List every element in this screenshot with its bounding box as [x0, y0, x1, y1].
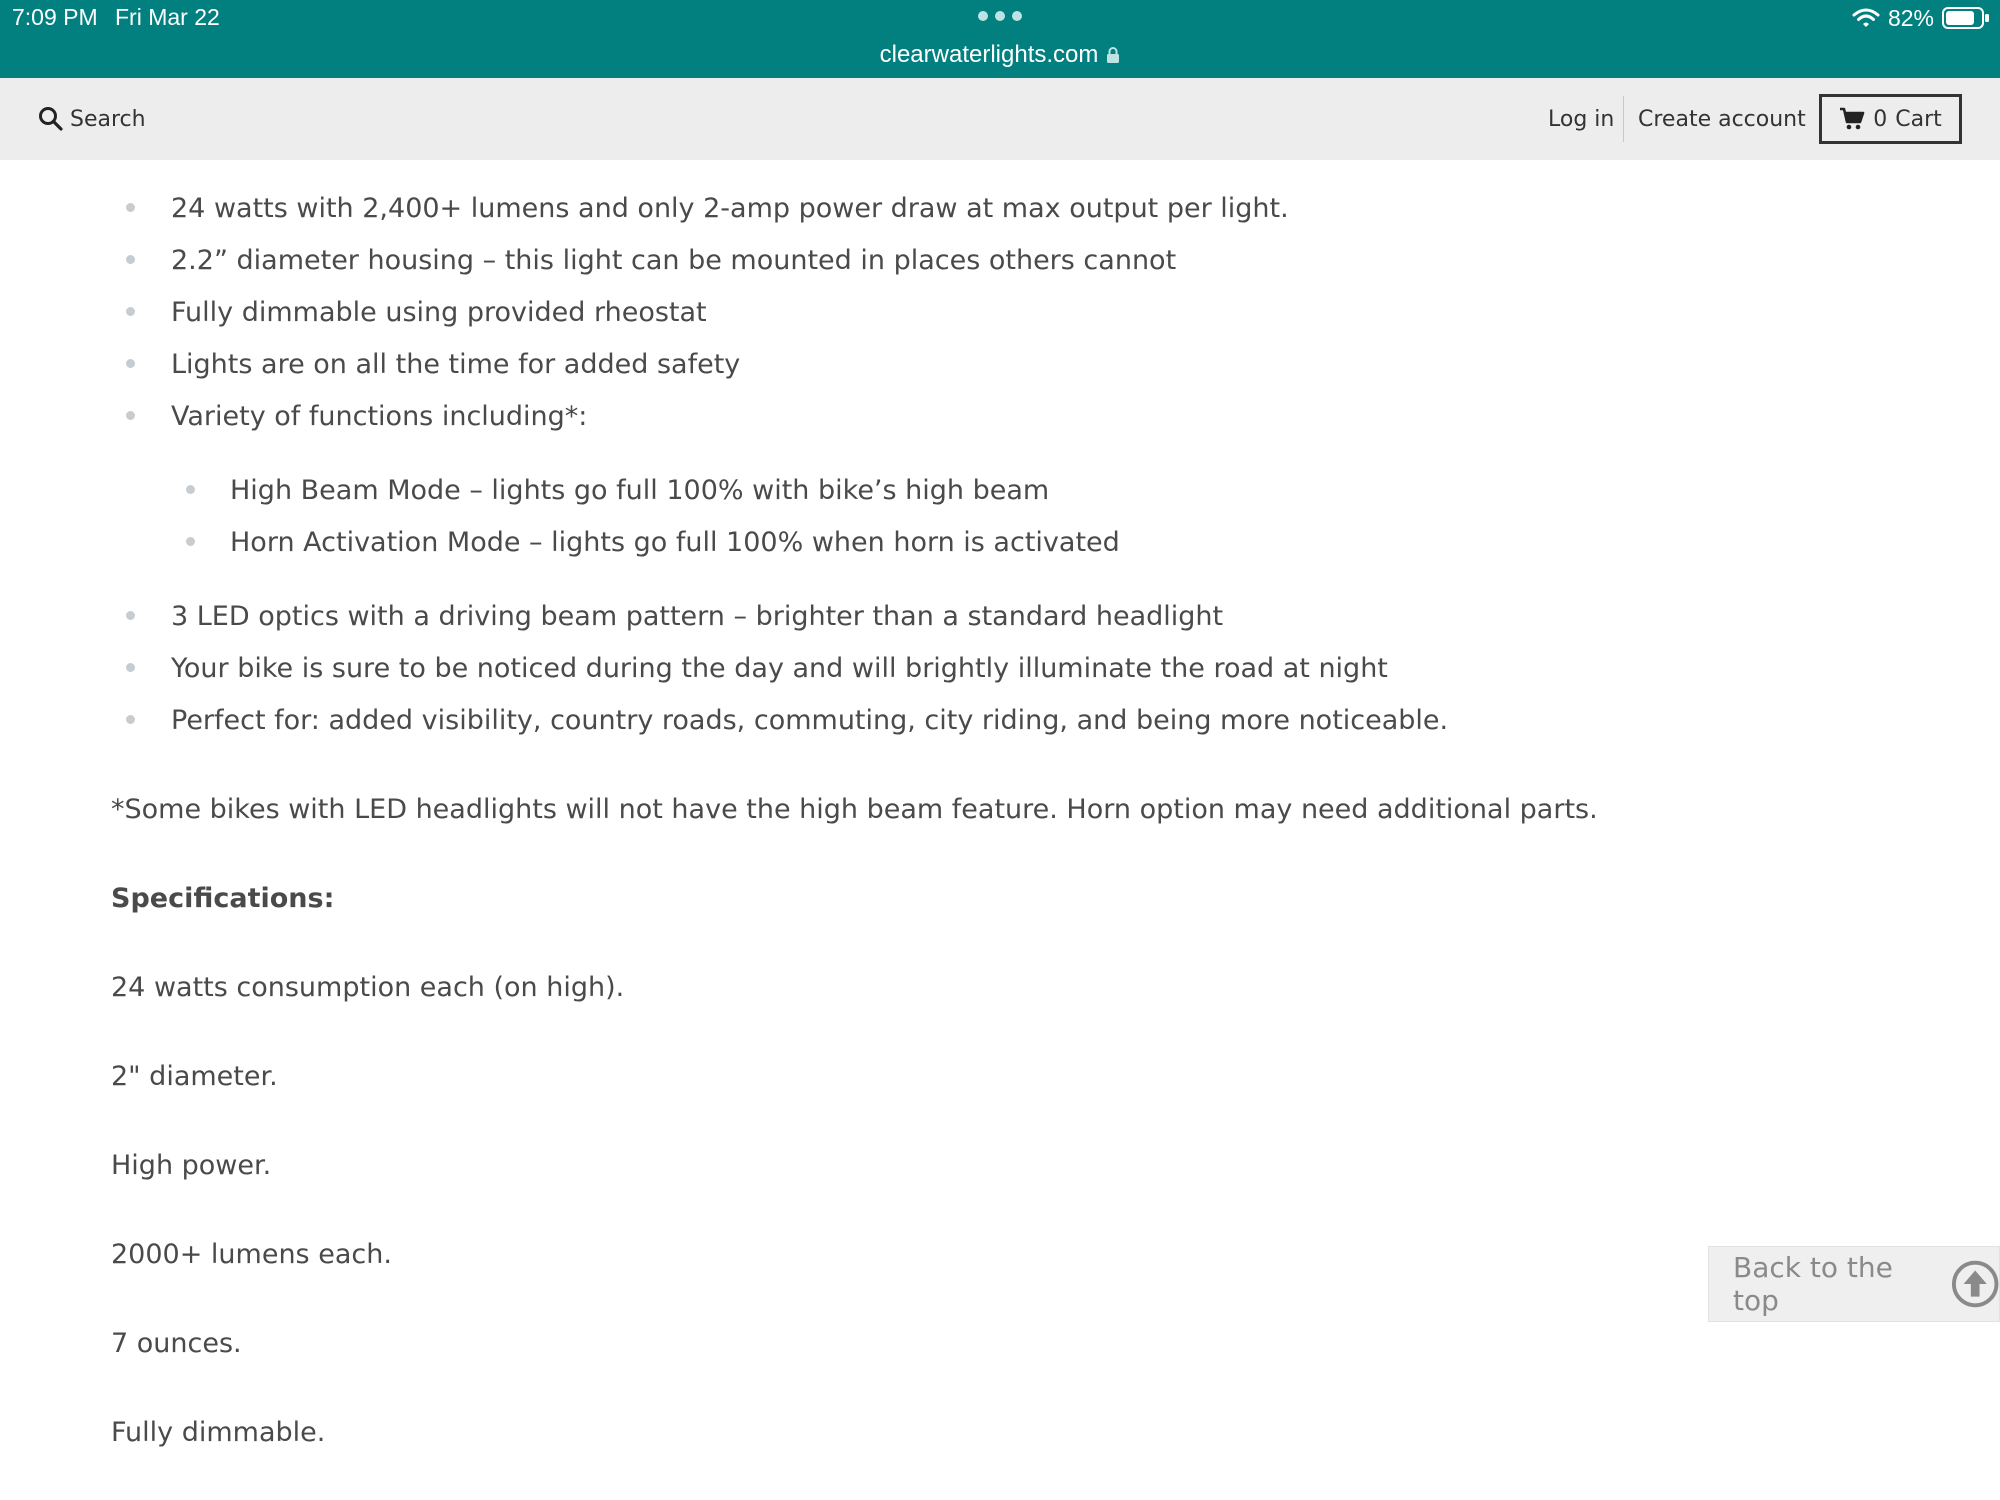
- cart-count: 0: [1873, 106, 1888, 132]
- cart-icon: [1839, 107, 1865, 131]
- bullet-icon: [126, 203, 135, 212]
- wifi-icon: [1852, 7, 1880, 29]
- spec-item: High power.: [111, 1149, 272, 1181]
- list-item: 24 watts with 2,400+ lumens and only 2-amp power draw at max output per light.: [171, 192, 1289, 224]
- cart-button[interactable]: [1819, 94, 1962, 144]
- list-item: 2.2” diameter housing – this light can be mounted in places others cannot: [171, 244, 1177, 276]
- status-bar: [0, 0, 2000, 78]
- bullet-icon: [186, 537, 195, 546]
- spec-item: 24 watts consumption each (on high).: [111, 971, 625, 1003]
- arrow-up-icon: [1951, 1259, 1999, 1309]
- spec-item: 2000+ lumens each.: [111, 1238, 392, 1270]
- bullet-icon: [126, 715, 135, 724]
- battery-percent: 82%: [1887, 4, 1934, 31]
- status-time: 7:09 PM: [12, 4, 98, 30]
- battery-icon: [1942, 7, 1990, 29]
- list-item: Your bike is sure to be noticed during the day and will brightly illuminate the road at night: [171, 652, 1388, 684]
- multitasking-dots-icon[interactable]: [978, 10, 1022, 22]
- bullet-icon: [126, 611, 135, 620]
- header-divider: [1623, 96, 1624, 142]
- bullet-icon: [126, 255, 135, 264]
- list-item: Horn Activation Mode – lights go full 100% when horn is activated: [230, 526, 1120, 558]
- status-right: [1852, 4, 1990, 32]
- list-item: Variety of functions including*:: [171, 400, 588, 432]
- bullet-icon: [126, 359, 135, 368]
- spec-item: 7 ounces.: [111, 1327, 242, 1359]
- product-description: [0, 160, 2000, 1500]
- create-account-link[interactable]: Create account: [1638, 106, 1806, 132]
- bullet-icon: [126, 307, 135, 316]
- list-item: Fully dimmable using provided rheostat: [171, 296, 707, 328]
- spec-item: 2" diameter.: [111, 1060, 278, 1092]
- cart-label: Cart: [1895, 106, 1942, 132]
- url-bar[interactable]: [0, 38, 2000, 72]
- login-link[interactable]: Log in: [1548, 106, 1615, 132]
- list-item: High Beam Mode – lights go full 100% with bike’s high beam: [230, 474, 1050, 506]
- search-label: Search: [70, 106, 146, 132]
- site-header: [0, 78, 2000, 160]
- bullet-icon: [126, 663, 135, 672]
- list-item: Lights are on all the time for added safety: [171, 348, 741, 380]
- search-icon: [38, 106, 64, 132]
- back-to-top-label: Back to the top: [1733, 1251, 1893, 1317]
- spec-item: Fully dimmable.: [111, 1416, 326, 1448]
- lock-icon: [1106, 46, 1120, 64]
- footnote: *Some bikes with LED headlights will not have the high beam feature. Horn option may need additional parts.: [111, 793, 1598, 825]
- list-item: Perfect for: added visibility, country roads, commuting, city riding, and being more noticeable.: [171, 704, 1449, 736]
- bullet-icon: [186, 485, 195, 494]
- status-date: Fri Mar 22: [115, 4, 220, 30]
- bullet-icon: [126, 411, 135, 420]
- back-to-top-button[interactable]: [1708, 1246, 2000, 1322]
- list-item: 3 LED optics with a driving beam pattern – brighter than a standard headlight: [171, 600, 1224, 632]
- search-link[interactable]: [38, 78, 146, 160]
- specs-heading: Specifications:: [111, 882, 335, 914]
- url-text[interactable]: clearwaterlights.com: [879, 41, 1099, 68]
